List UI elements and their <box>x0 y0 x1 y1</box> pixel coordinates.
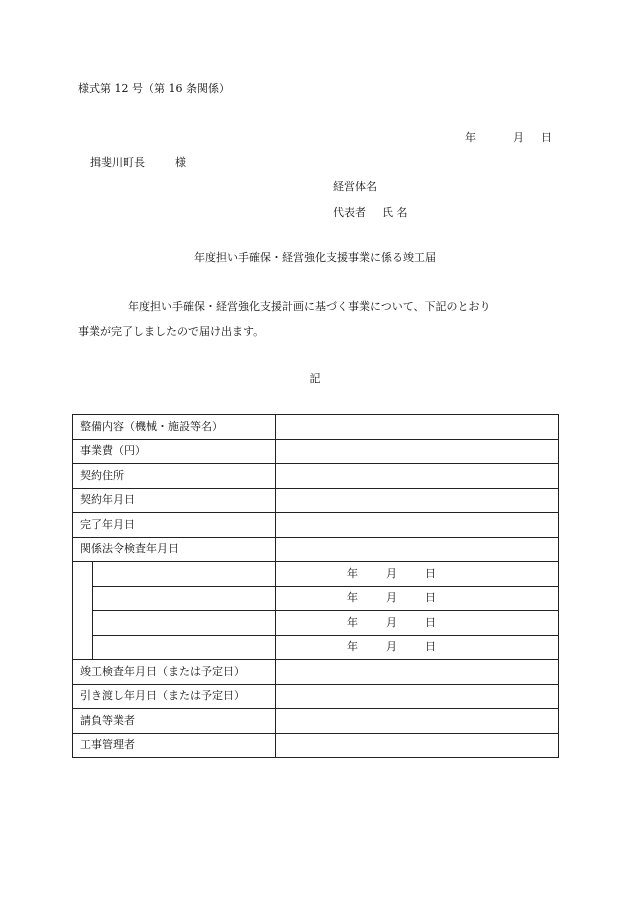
table-row <box>73 733 559 758</box>
date-month-label: 月 <box>513 131 524 144</box>
value-cell[interactable] <box>276 415 559 440</box>
inspection-name-cell[interactable] <box>93 611 276 636</box>
table-row <box>73 660 559 685</box>
value-cell[interactable] <box>276 537 559 562</box>
table-row <box>73 586 559 611</box>
value-cell[interactable] <box>276 709 559 734</box>
date-year-label: 年 <box>465 131 476 144</box>
row-label: 契約住所 <box>73 464 276 489</box>
representative-label: 代表者 <box>333 206 366 219</box>
addressee-suffix: 様 <box>175 156 186 169</box>
inspection-name-cell[interactable] <box>93 562 276 587</box>
indent-spacer <box>73 562 93 660</box>
value-cell[interactable] <box>276 660 559 685</box>
date-day-label: 日 <box>541 131 552 144</box>
inspection-date-cell[interactable] <box>276 635 559 660</box>
ki-heading: 記 <box>309 372 321 385</box>
document-title: 年度担い手確保・経営強化支援事業に係る竣工届 <box>194 251 436 264</box>
date-day-label: 日 <box>425 566 436 580</box>
date-month-label: 月 <box>386 566 397 580</box>
value-cell[interactable] <box>276 464 559 489</box>
row-label: 引き渡し年月日（または予定日） <box>73 684 276 709</box>
addressee-name: 揖斐川町長 <box>90 156 145 169</box>
representative-name-label: 氏 名 <box>382 206 408 219</box>
table-row <box>73 415 559 440</box>
row-label: 関係法令検査年月日 <box>73 537 276 562</box>
inspection-name-cell[interactable] <box>93 586 276 611</box>
table-row <box>73 537 559 562</box>
table-row <box>73 513 559 538</box>
business-name-label: 経営体名 <box>333 180 377 193</box>
date-day-label: 日 <box>425 640 436 654</box>
date-month-label: 月 <box>386 640 397 654</box>
row-label: 整備内容（機械・施設等名） <box>73 415 276 440</box>
details-table <box>72 414 559 758</box>
table-row <box>73 635 559 660</box>
table-row <box>73 439 559 464</box>
row-label: 事業費（円） <box>73 439 276 464</box>
inspection-name-cell[interactable] <box>93 635 276 660</box>
representative-line <box>333 206 408 220</box>
table-row <box>73 709 559 734</box>
inspection-date-cell[interactable] <box>276 611 559 636</box>
table-row <box>73 488 559 513</box>
form-number: 様式第 12 号（第 16 条関係） <box>78 82 230 95</box>
date-year-label: 年 <box>347 615 358 629</box>
value-cell[interactable] <box>276 684 559 709</box>
inspection-date-cell[interactable] <box>276 562 559 587</box>
addressee <box>90 156 186 170</box>
body-text-line-1: 年度担い手確保・経営強化支援計画に基づく事業について、下記のとおり <box>128 300 491 313</box>
row-label: 請負等業者 <box>73 709 276 734</box>
value-cell[interactable] <box>276 513 559 538</box>
inspection-date-cell[interactable] <box>276 586 559 611</box>
date-month-label: 月 <box>386 615 397 629</box>
row-label: 契約年月日 <box>73 488 276 513</box>
table-row <box>73 684 559 709</box>
value-cell[interactable] <box>276 439 559 464</box>
date-year-label: 年 <box>347 640 358 654</box>
date-day-label: 日 <box>425 615 436 629</box>
date-year-label: 年 <box>347 566 358 580</box>
body-text-line-2: 事業が完了しましたので届け出ます。 <box>78 325 265 338</box>
value-cell[interactable] <box>276 733 559 758</box>
date-line <box>465 131 552 145</box>
table-row <box>73 611 559 636</box>
date-year-label: 年 <box>347 591 358 605</box>
date-day-label: 日 <box>425 591 436 605</box>
value-cell[interactable] <box>276 488 559 513</box>
table-row <box>73 464 559 489</box>
row-label: 完了年月日 <box>73 513 276 538</box>
table-row <box>73 562 559 587</box>
date-month-label: 月 <box>386 591 397 605</box>
row-label: 竣工検査年月日（または予定日） <box>73 660 276 685</box>
row-label: 工事管理者 <box>73 733 276 758</box>
